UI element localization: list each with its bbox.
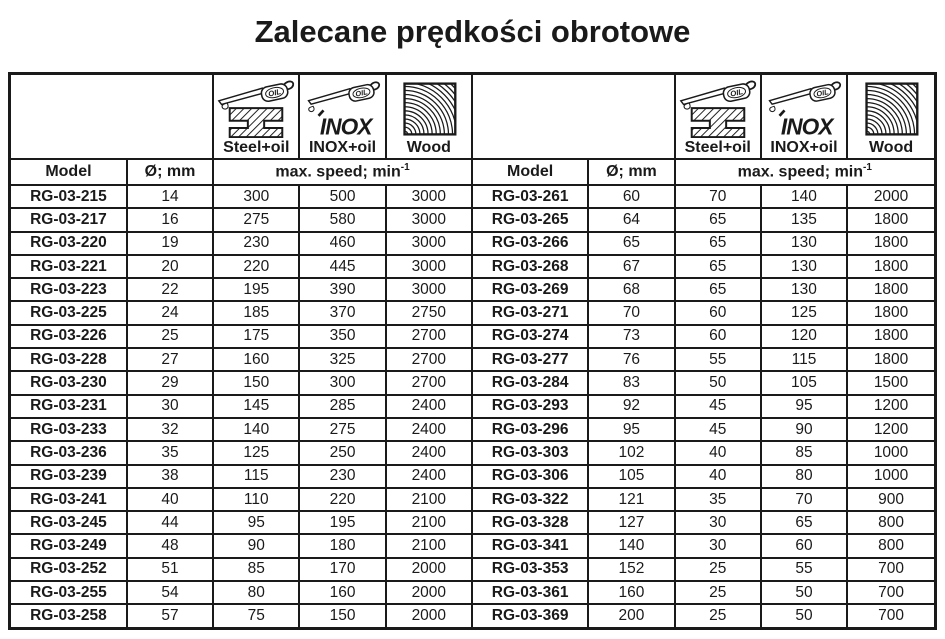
speed-cell: 115 [761, 348, 847, 371]
speed-cell: 2700 [386, 325, 472, 348]
diameter-cell: 38 [127, 465, 213, 488]
diameter-cell: 92 [588, 395, 674, 418]
speed-cell: 1000 [847, 465, 935, 488]
diameter-cell: 127 [588, 511, 674, 534]
diameter-cell: 200 [588, 604, 674, 628]
speed-cell: 220 [299, 488, 385, 511]
model-cell: RG-03-306 [472, 465, 588, 488]
max-speed-exponent: -1 [863, 162, 872, 174]
wood-icon [852, 80, 930, 138]
max-speed-exponent: -1 [400, 162, 410, 174]
speed-cell: 55 [761, 558, 847, 581]
speed-cell: 2100 [386, 534, 472, 557]
speed-cell: 130 [761, 255, 847, 278]
speed-cell: 120 [761, 325, 847, 348]
material-label-steel: Steel+oil [684, 139, 751, 156]
speed-cell: 3000 [386, 208, 472, 231]
speed-cell: 80 [761, 465, 847, 488]
speed-cell: 2000 [847, 185, 935, 208]
speed-cell: 1200 [847, 395, 935, 418]
model-cell: RG-03-252 [10, 558, 127, 581]
table-row [10, 395, 936, 418]
speed-cell: 275 [213, 208, 299, 231]
diameter-cell: 64 [588, 208, 674, 231]
diameter-cell: 40 [127, 488, 213, 511]
speed-cell: 2700 [386, 371, 472, 394]
model-cell: RG-03-271 [472, 301, 588, 324]
speed-cell: 285 [299, 395, 385, 418]
material-label-steel: Steel+oil [223, 139, 290, 156]
speed-cell: 195 [213, 278, 299, 301]
speed-cell: 325 [299, 348, 385, 371]
speed-cell: 50 [675, 371, 761, 394]
model-cell: RG-03-274 [472, 325, 588, 348]
speed-cell: 30 [675, 511, 761, 534]
inox-oil-icon [304, 80, 382, 138]
diameter-cell: 14 [127, 185, 213, 208]
speed-cell: 700 [847, 558, 935, 581]
speed-cell: 2100 [386, 488, 472, 511]
speed-cell: 80 [213, 581, 299, 604]
model-cell: RG-03-258 [10, 604, 127, 628]
speed-cell: 3000 [386, 185, 472, 208]
speed-cell: 25 [675, 558, 761, 581]
diameter-cell: 51 [127, 558, 213, 581]
speed-cell: 2400 [386, 395, 472, 418]
model-cell: RG-03-322 [472, 488, 588, 511]
model-cell: RG-03-220 [10, 232, 127, 255]
speed-cell: 185 [213, 301, 299, 324]
speed-cell: 1500 [847, 371, 935, 394]
table-row [10, 348, 936, 371]
speed-cell: 150 [299, 604, 385, 628]
material-label-inox: INOX+oil [308, 139, 377, 156]
speed-cell: 45 [675, 395, 761, 418]
table-row [10, 278, 936, 301]
blank-cell [10, 74, 214, 160]
speed-cell: 220 [213, 255, 299, 278]
speed-cell: 1800 [847, 278, 935, 301]
speed-cell: 130 [761, 232, 847, 255]
diameter-cell: 70 [588, 301, 674, 324]
blank-cell [472, 74, 675, 160]
speed-cell: 700 [847, 581, 935, 604]
diameter-cell: 30 [127, 395, 213, 418]
diameter-cell: 16 [127, 208, 213, 231]
speed-cell: 300 [213, 185, 299, 208]
material-label-inox: INOX+oil [770, 139, 838, 156]
model-cell: RG-03-230 [10, 371, 127, 394]
speed-cell: 65 [675, 278, 761, 301]
speed-cell: 2400 [386, 418, 472, 441]
table-row [10, 325, 936, 348]
speed-cell: 1200 [847, 418, 935, 441]
model-cell: RG-03-266 [472, 232, 588, 255]
model-cell: RG-03-223 [10, 278, 127, 301]
speed-cell: 700 [847, 604, 935, 628]
speed-cell: 2000 [386, 558, 472, 581]
diameter-cell: 54 [127, 581, 213, 604]
speed-cell: 1800 [847, 348, 935, 371]
steel-oil-icon [679, 80, 757, 138]
model-cell: RG-03-228 [10, 348, 127, 371]
speed-cell: 30 [675, 534, 761, 557]
page-title: Zalecane prędkości obrotowe [254, 14, 691, 49]
model-cell: RG-03-233 [10, 418, 127, 441]
table-row [10, 581, 936, 604]
speed-cell: 1800 [847, 232, 935, 255]
table-row [10, 465, 936, 488]
speed-cell: 65 [761, 511, 847, 534]
model-cell: RG-03-231 [10, 395, 127, 418]
speed-cell: 1800 [847, 325, 935, 348]
table-row [10, 441, 936, 464]
max-speed-header [213, 159, 472, 185]
speed-cell: 90 [761, 418, 847, 441]
speed-cell: 275 [299, 418, 385, 441]
speed-cell: 35 [675, 488, 761, 511]
speed-cell: 150 [213, 371, 299, 394]
model-cell: RG-03-303 [472, 441, 588, 464]
speed-cell: 160 [299, 581, 385, 604]
model-cell: RG-03-225 [10, 301, 127, 324]
model-cell: RG-03-296 [472, 418, 588, 441]
speed-cell: 500 [299, 185, 385, 208]
speed-cell: 25 [675, 604, 761, 628]
model-cell: RG-03-268 [472, 255, 588, 278]
table-row [10, 371, 936, 394]
speed-cell: 580 [299, 208, 385, 231]
column-header-row [10, 159, 936, 185]
diameter-cell: 57 [127, 604, 213, 628]
speed-cell: 2750 [386, 301, 472, 324]
diameter-cell: 65 [588, 232, 674, 255]
material-label-wood: Wood [406, 139, 451, 156]
steel-oil-icon [217, 80, 295, 138]
diameter-cell: 48 [127, 534, 213, 557]
diameter-cell: 95 [588, 418, 674, 441]
data-rows [10, 185, 936, 628]
diameter-cell: 73 [588, 325, 674, 348]
max-speed-label: max. speed; min [737, 163, 864, 181]
speed-cell: 60 [761, 534, 847, 557]
speed-cell: 1800 [847, 301, 935, 324]
diameter-cell: 76 [588, 348, 674, 371]
speed-cell: 1800 [847, 208, 935, 231]
speed-cell: 115 [213, 465, 299, 488]
speed-cell: 800 [847, 534, 935, 557]
speed-cell: 140 [761, 185, 847, 208]
speed-cell: 65 [675, 232, 761, 255]
speed-cell: 110 [213, 488, 299, 511]
speed-cell: 40 [675, 441, 761, 464]
model-cell: RG-03-236 [10, 441, 127, 464]
speed-cell: 230 [299, 465, 385, 488]
speed-table [8, 72, 937, 630]
speed-cell: 900 [847, 488, 935, 511]
speed-cell: 390 [299, 278, 385, 301]
table-row [10, 208, 936, 231]
diameter-cell: 140 [588, 534, 674, 557]
model-header: Model [472, 159, 588, 185]
speed-cell: 65 [675, 208, 761, 231]
diameter-header: Ø; mm [588, 159, 674, 185]
model-cell: RG-03-217 [10, 208, 127, 231]
diameter-cell: 83 [588, 371, 674, 394]
inox-oil-header-cell [299, 74, 385, 160]
model-cell: RG-03-369 [472, 604, 588, 628]
speed-cell: 125 [761, 301, 847, 324]
max-speed-header [675, 159, 936, 185]
model-cell: RG-03-241 [10, 488, 127, 511]
diameter-cell: 22 [127, 278, 213, 301]
diameter-cell: 102 [588, 441, 674, 464]
diameter-cell: 27 [127, 348, 213, 371]
model-cell: RG-03-239 [10, 465, 127, 488]
model-cell: RG-03-255 [10, 581, 127, 604]
speed-cell: 135 [761, 208, 847, 231]
speed-cell: 2000 [386, 581, 472, 604]
speed-cell: 130 [761, 278, 847, 301]
speed-cell: 125 [213, 441, 299, 464]
speed-cell: 300 [299, 371, 385, 394]
diameter-cell: 105 [588, 465, 674, 488]
table-row [10, 255, 936, 278]
speed-cell: 370 [299, 301, 385, 324]
model-cell: RG-03-226 [10, 325, 127, 348]
table-row [10, 301, 936, 324]
speed-cell: 50 [761, 581, 847, 604]
model-cell: RG-03-221 [10, 255, 127, 278]
speed-cell: 25 [675, 581, 761, 604]
speed-cell: 195 [299, 511, 385, 534]
table-row [10, 511, 936, 534]
speed-cell: 145 [213, 395, 299, 418]
speed-cell: 75 [213, 604, 299, 628]
speed-cell: 95 [761, 395, 847, 418]
speed-cell: 180 [299, 534, 385, 557]
model-cell: RG-03-341 [472, 534, 588, 557]
model-cell: RG-03-215 [10, 185, 127, 208]
speed-cell: 170 [299, 558, 385, 581]
speed-cell: 85 [761, 441, 847, 464]
speed-cell: 2400 [386, 465, 472, 488]
speed-cell: 105 [761, 371, 847, 394]
speed-cell: 2400 [386, 441, 472, 464]
speed-cell: 3000 [386, 232, 472, 255]
model-cell: RG-03-361 [472, 581, 588, 604]
diameter-cell: 19 [127, 232, 213, 255]
speed-cell: 250 [299, 441, 385, 464]
table-row [10, 604, 936, 628]
speed-cell: 2700 [386, 348, 472, 371]
table-row [10, 418, 936, 441]
model-cell: RG-03-353 [472, 558, 588, 581]
speed-cell: 2000 [386, 604, 472, 628]
model-header: Model [10, 159, 127, 185]
model-cell: RG-03-269 [472, 278, 588, 301]
diameter-cell: 152 [588, 558, 674, 581]
diameter-cell: 29 [127, 371, 213, 394]
table-row [10, 185, 936, 208]
speed-cell: 50 [761, 604, 847, 628]
table-row [10, 232, 936, 255]
speed-cell: 160 [213, 348, 299, 371]
speed-cell: 2100 [386, 511, 472, 534]
speed-cell: 95 [213, 511, 299, 534]
model-cell: RG-03-249 [10, 534, 127, 557]
diameter-cell: 60 [588, 185, 674, 208]
diameter-cell: 20 [127, 255, 213, 278]
speed-cell: 60 [675, 325, 761, 348]
model-cell: RG-03-328 [472, 511, 588, 534]
inox-oil-header-cell [761, 74, 847, 160]
steel-oil-header-cell [213, 74, 299, 160]
speed-cell: 90 [213, 534, 299, 557]
model-cell: RG-03-261 [472, 185, 588, 208]
diameter-cell: 67 [588, 255, 674, 278]
model-cell: RG-03-277 [472, 348, 588, 371]
diameter-cell: 35 [127, 441, 213, 464]
model-cell: RG-03-245 [10, 511, 127, 534]
material-label-wood: Wood [868, 139, 914, 156]
table-row [10, 558, 936, 581]
table-row [10, 534, 936, 557]
steel-oil-header-cell [675, 74, 761, 160]
speed-cell: 55 [675, 348, 761, 371]
speed-cell: 140 [213, 418, 299, 441]
max-speed-label: max. speed; min [275, 163, 401, 181]
speed-cell: 60 [675, 301, 761, 324]
inox-oil-icon [765, 80, 843, 138]
speed-cell: 800 [847, 511, 935, 534]
model-cell: RG-03-284 [472, 371, 588, 394]
diameter-cell: 32 [127, 418, 213, 441]
speed-cell: 460 [299, 232, 385, 255]
speed-cell: 40 [675, 465, 761, 488]
speed-cell: 85 [213, 558, 299, 581]
diameter-cell: 25 [127, 325, 213, 348]
speed-table-container [8, 72, 937, 630]
speed-cell: 3000 [386, 255, 472, 278]
speed-cell: 45 [675, 418, 761, 441]
diameter-cell: 24 [127, 301, 213, 324]
model-cell: RG-03-293 [472, 395, 588, 418]
speed-cell: 1000 [847, 441, 935, 464]
diameter-cell: 44 [127, 511, 213, 534]
speed-cell: 70 [761, 488, 847, 511]
table-row [10, 488, 936, 511]
model-cell: RG-03-265 [472, 208, 588, 231]
speed-cell: 175 [213, 325, 299, 348]
speed-cell: 65 [675, 255, 761, 278]
diameter-cell: 68 [588, 278, 674, 301]
speed-cell: 3000 [386, 278, 472, 301]
speed-cell: 350 [299, 325, 385, 348]
wood-header-cell [386, 74, 472, 160]
wood-header-cell [847, 74, 935, 160]
diameter-cell: 121 [588, 488, 674, 511]
wood-icon [390, 80, 468, 138]
materials-header-row [10, 74, 936, 160]
diameter-header: Ø; mm [127, 159, 213, 185]
speed-cell: 1800 [847, 255, 935, 278]
speed-cell: 230 [213, 232, 299, 255]
speed-cell: 70 [675, 185, 761, 208]
diameter-cell: 160 [588, 581, 674, 604]
speed-cell: 445 [299, 255, 385, 278]
